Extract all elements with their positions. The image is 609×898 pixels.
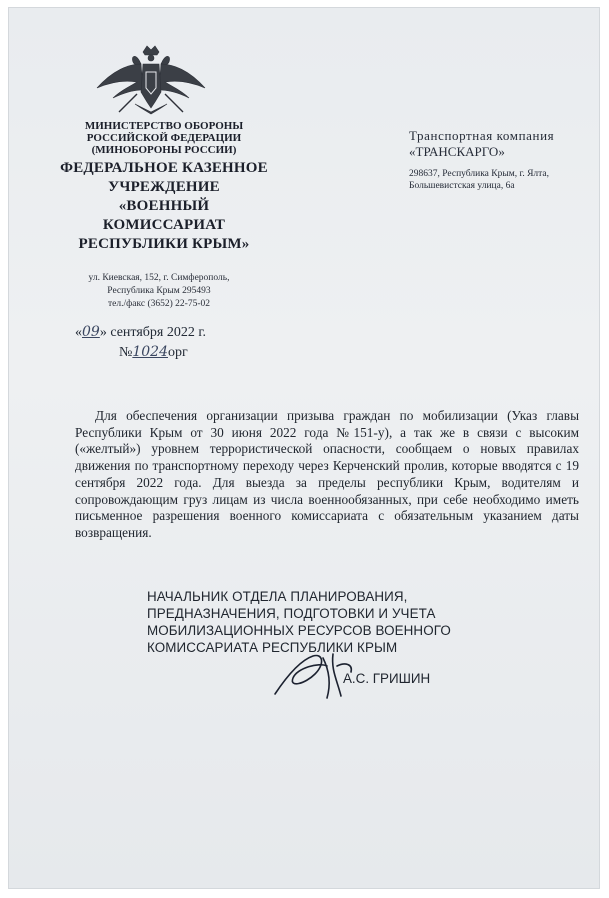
signatory-title: НАЧАЛЬНИК ОТДЕЛА ПЛАНИРОВАНИЯ, ПРЕДНАЗНАЧЕНИЯ, ПОДГОТОВКИ И УЧЕТА МОБИЛИЗАЦИОННЫХ РЕСУРСОВ ВОЕННОГО КОМИССАРИАТА РЕСПУБЛИКИ КРЫМ: [147, 589, 451, 655]
recipient-title: Транспортная компания «ТРАНСКАРГО»: [409, 128, 555, 159]
letter-page: [9, 8, 599, 888]
recipient-block: [409, 128, 594, 192]
institution-name: ФЕДЕРАЛЬНОЕ КАЗЕННОЕ УЧРЕЖДЕНИЕ «ВОЕННЫЙ КОМИССАРИАТ РЕСПУБЛИКИ КРЫМ»: [60, 160, 268, 252]
letter-date: «09» сентября 2022 г.: [75, 324, 207, 340]
sender-address: ул. Киевская, 152, г. Симферополь, Республика Крым 295493 тел./факс (3652) 22-75-02: [88, 273, 230, 309]
ministry-name: МИНИСТЕРСТВО ОБОРОНЫ РОССИЙСКОЙ ФЕДЕРАЦИИ (МИНОБОРОНЫ РОССИИ): [84, 120, 244, 156]
recipient-address: 298637, Республика Крым, г. Ялта, Большевистская улица, 6а: [409, 169, 550, 191]
sender-header: [49, 120, 279, 254]
letter-body: Для обеспечения организации призыва граждан по мобилизации (Указ главы Республики Крым от 30 июня 2022 года №151-у), а так же в связи с высоким («желтый») уровнем террористической опасности, сообщаем о новых правилах движения по транспортному переходу через Керченский пролив, которые вводятся с 19 сентября 2022 года. Для выезда за пределы республики Крым, водителям и сопровождающим груз лицам из числа военнообязанных, при себе необходимо иметь письменное разрешения военного комиссариата с обязательным указанием даты возвращения.: [75, 408, 579, 540]
signatory-name: А.С. ГРИШИН: [343, 671, 431, 686]
double-headed-eagle-emblem-icon: [91, 42, 211, 118]
handwritten-number: 1024: [132, 344, 168, 360]
handwritten-day: 09: [82, 324, 100, 340]
letter-number: №1024орг: [119, 344, 188, 360]
